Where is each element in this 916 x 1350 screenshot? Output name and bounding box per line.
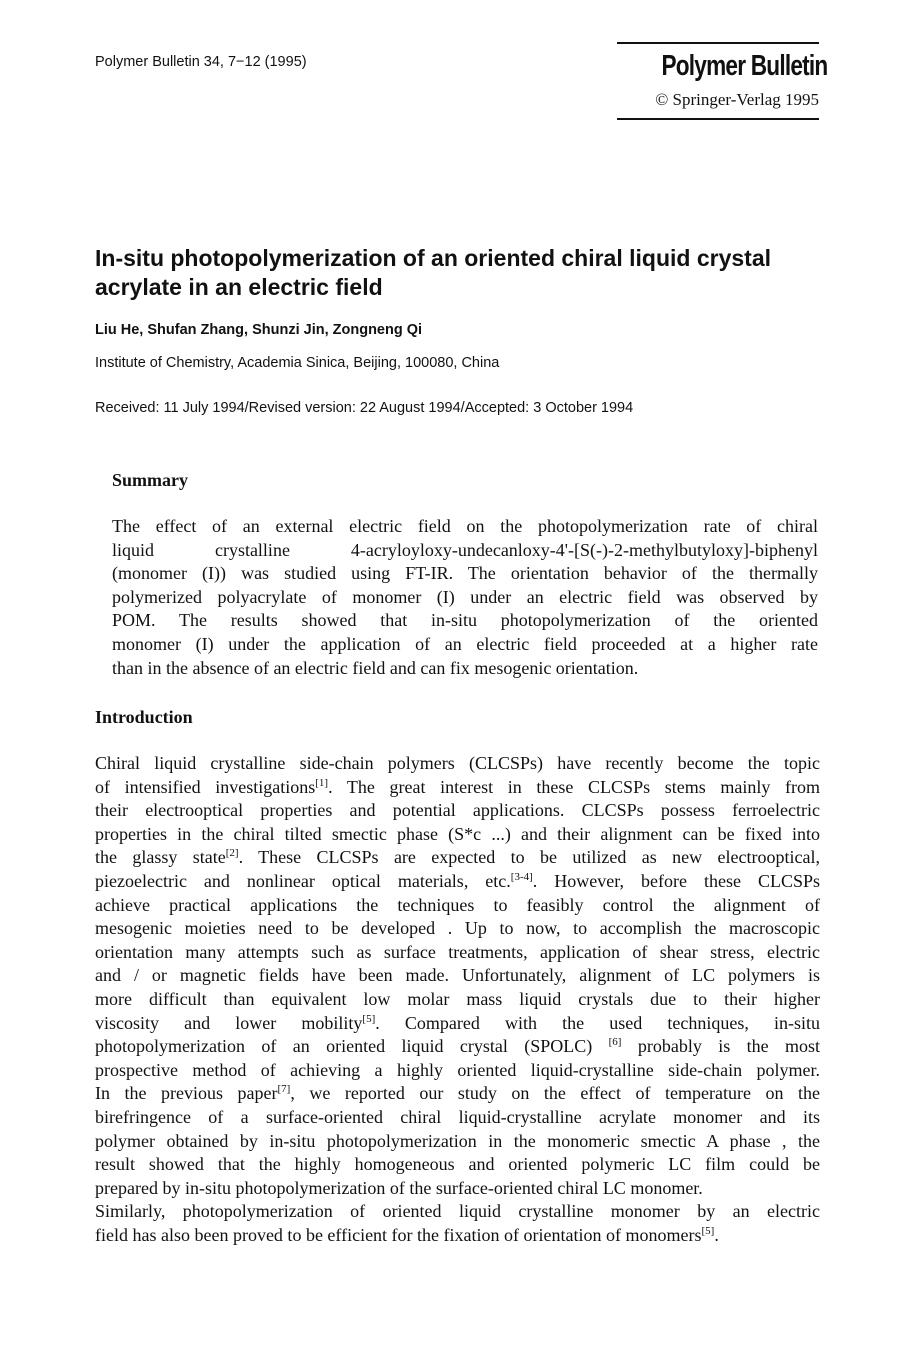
introduction-line: field has also been proved to be efficient for the fixation of orientation of monomers[5].: [95, 1224, 719, 1245]
introduction-line: Chiral liquid crystalline side-chain polymers (CLCSPs) have recently become the topic: [95, 753, 820, 773]
summary-line: liquid crystalline 4-acryloyloxy-undecanloxy-4'-[S(-)-2-methylbutyloxy]-biphenyl: [112, 539, 818, 560]
journal-citation: Polymer Bulletin 34, 7−12 (1995): [95, 54, 307, 70]
introduction-line: and / or magnetic fields have been made. Unfortunately, alignment of LC polymers is: [95, 965, 820, 986]
introduction-line: birefringence of a surface-oriented chiral liquid-crystalline acrylate monomer and its: [95, 1106, 820, 1127]
introduction-line: achieve practical applications the techniques to feasibly control the alignment of: [95, 894, 820, 915]
summary-line: The effect of an external electric field on the photopolymerization rate of chiral: [112, 516, 818, 536]
summary-paragraph: [112, 515, 818, 680]
introduction-line: polymer obtained by in-situ photopolymerization in the monomeric smectic A phase , the: [95, 1130, 820, 1151]
summary-heading: Summary: [112, 470, 188, 490]
summary-line: POM. The results showed that in-situ photopolymerization of the oriented: [112, 610, 818, 631]
introduction-line: the glassy state[2]. These CLCSPs are expected to be utilized as new electrooptical,: [95, 847, 820, 868]
reference-marker: [7]: [277, 1083, 291, 1096]
article-title: In-situ photopolymerization of an oriented chiral liquid crystal acrylate in an electric field: [95, 245, 772, 300]
author-affiliation: Institute of Chemistry, Academia Sinica, Beijing, 100080, China: [95, 355, 500, 371]
introduction-line: piezoelectric and nonlinear optical materials, etc.[3-4]. However, before these CLCSPs: [95, 870, 820, 891]
article-authors: Liu He, Shufan Zhang, Shunzi Jin, Zongneng Qi: [95, 322, 423, 338]
introduction-line: their electrooptical properties and potential applications. CLCSPs possess ferroelectric: [95, 800, 820, 821]
introduction-line: more difficult than equivalent low molar mass liquid crystals due to their higher: [95, 988, 820, 1009]
introduction-line: mesogenic moieties need to be developed . Up to now, to accomplish the macroscopic: [95, 918, 820, 939]
introduction-line: photopolymerization of an oriented liquid crystal (SPOLC) [6] probably is the most: [95, 1036, 820, 1057]
reference-marker: [3-4]: [510, 870, 533, 883]
introduction-line: In the previous paper[7], we reported our study on the effect of temperature on the: [95, 1083, 820, 1104]
summary-line: monomer (I) under the application of an electric field proceeded at a higher rate: [112, 633, 818, 654]
summary-line: polymerized polyacrylate of monomer (I) under an electric field was observed by: [112, 586, 818, 607]
received-dates: Received: 11 July 1994/Revised version: 22 August 1994/Accepted: 3 October 1994: [95, 400, 634, 416]
reference-marker: [1]: [315, 776, 329, 789]
summary-line: (monomer (I)) was studied using FT-IR. The orientation behavior of the thermally: [112, 563, 818, 584]
reference-marker: [6]: [608, 1036, 622, 1049]
journal-masthead: [617, 42, 828, 120]
reference-marker: [5]: [701, 1224, 715, 1237]
summary-line: than in the absence of an electric field and can fix mesogenic orientation.: [112, 657, 639, 678]
journal-name: Polymer Bulletin: [661, 50, 828, 82]
introduction-line: prepared by in-situ photopolymerization of the surface-oriented chiral LC monomer.: [95, 1177, 703, 1198]
reference-marker: [5]: [362, 1012, 376, 1025]
masthead-bottom-rule: [617, 118, 819, 120]
introduction-line: of intensified investigations[1]. The great interest in these CLCSPs stems mainly from: [95, 776, 820, 797]
reference-marker: [2]: [225, 847, 239, 860]
introduction-line: orientation many attempts such as surface treatments, application of shear stress, electric: [95, 941, 820, 962]
introduction-line: result showed that the highly homogeneous and oriented polymeric LC film could be: [95, 1154, 820, 1175]
introduction-line: properties in the chiral tilted smectic phase (S*c ...) and their alignment can be fixed into: [95, 823, 820, 844]
masthead-top-rule: [617, 42, 819, 44]
publisher-copyright: © Springer-Verlag 1995: [655, 90, 819, 109]
introduction-line: prospective method of achieving a highly oriented liquid-crystalline side-chain polymer.: [95, 1059, 820, 1080]
introduction-line: viscosity and lower mobility[5]. Compared with the used techniques, in-situ: [95, 1012, 820, 1033]
introduction-line: Similarly, photopolymerization of oriented liquid crystalline monomer by an electric: [95, 1201, 820, 1222]
introduction-heading: Introduction: [95, 707, 193, 727]
introduction-paragraph: [95, 752, 820, 1247]
